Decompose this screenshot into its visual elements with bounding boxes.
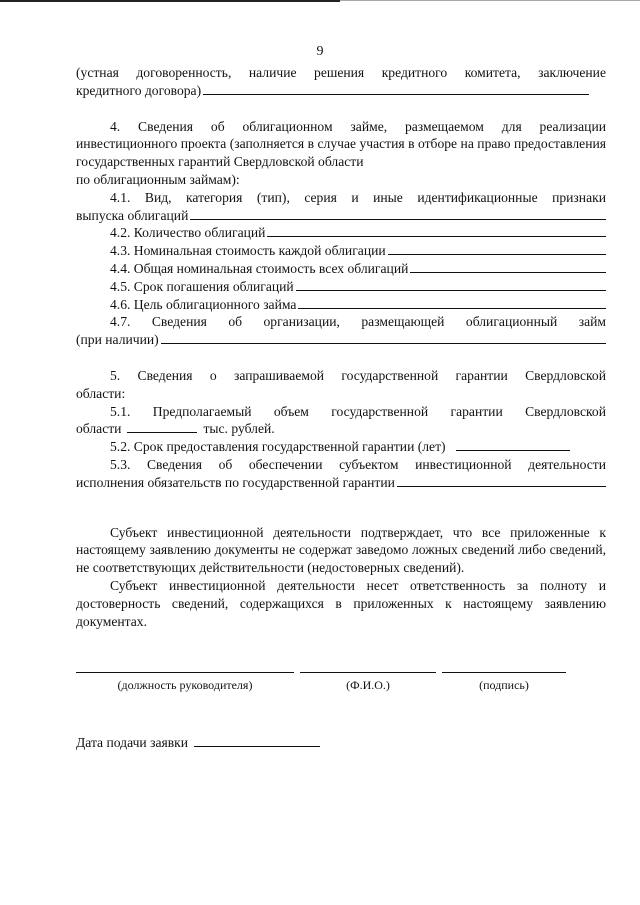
section-4-heading-cont: по облигационным займам):	[76, 171, 240, 187]
guarantee-term-field[interactable]	[456, 439, 570, 451]
bond-maturity-field[interactable]	[296, 279, 606, 291]
item-5-1-prefix: области	[76, 421, 122, 437]
item-4-7-text: 4.7. Сведения об организации, размещающей облигационный займ	[110, 314, 606, 330]
declaration-responsibility: Субъект инвестиционной деятельности несет ответственность за полноту и достоверность сведений, содержащихся в приложенных к настоящему заявлению документах.	[76, 577, 606, 629]
item-4-6-line	[76, 296, 606, 314]
submission-date-line	[76, 734, 606, 752]
credit-agreement-field[interactable]	[203, 83, 589, 95]
bonds-total-value-field[interactable]	[410, 261, 606, 273]
document-body	[76, 64, 606, 752]
guarantee-security-field[interactable]	[397, 475, 606, 487]
guarantee-amount-field[interactable]	[127, 421, 197, 433]
item-5-1-line	[76, 420, 606, 438]
submission-date-field[interactable]	[194, 735, 320, 747]
item-5-1-text: 5.1. Предполагаемый объем государственной гарантии Свердловской	[110, 403, 606, 419]
item-4-1-label: выпуска облигаций	[76, 207, 189, 223]
item-4-5-label: 4.5. Срок погашения облигаций	[110, 278, 294, 294]
intro-line-2-text: кредитного договора)	[76, 82, 202, 98]
item-4-7-label: (при наличии)	[76, 332, 159, 348]
bond-quantity-field[interactable]	[267, 225, 606, 237]
signature-label: (подпись)	[479, 678, 529, 693]
bond-nominal-value-field[interactable]	[388, 243, 606, 255]
item-4-7-line	[76, 331, 606, 349]
bond-placing-organization-field[interactable]	[161, 332, 606, 344]
bond-issue-attributes-field[interactable]	[190, 208, 606, 220]
section-4-heading: 4. Сведения об облигационном займе, размещаемом для реализации инвестиционного проекта (заполняется в случае участия в отборе на право предоставления государственных гарантий Свердловской области	[76, 118, 606, 170]
page-number: 9	[316, 44, 324, 59]
item-4-1-line	[76, 207, 606, 225]
signature-block	[76, 672, 606, 706]
section-5-heading: 5. Сведения о запрашиваемой государственной гарантии Свердловской	[110, 367, 606, 383]
item-4-3-line	[76, 242, 606, 260]
item-4-2-line	[76, 224, 606, 242]
item-4-2-label: 4.2. Количество облигаций	[110, 225, 266, 241]
item-4-5-line	[76, 278, 606, 296]
item-5-2-line	[76, 438, 606, 456]
item-4-4-line	[76, 260, 606, 278]
scan-edge-line	[0, 0, 340, 2]
position-label: (должность руководителя)	[117, 678, 253, 693]
submission-date-label: Дата подачи заявки	[76, 735, 189, 751]
item-4-6-label: 4.6. Цель облигационного займа	[110, 296, 297, 312]
bond-purpose-field[interactable]	[298, 297, 606, 309]
item-4-3-label: 4.3. Номинальная стоимость каждой облигации	[110, 243, 386, 259]
item-5-3-line	[76, 474, 606, 492]
position-signature-line[interactable]	[76, 672, 294, 673]
full-name-signature-line[interactable]	[300, 672, 436, 673]
intro-line-2	[76, 82, 606, 100]
intro-line-1: (устная договоренность, наличие решения кредитного комитета, заключение	[76, 65, 606, 80]
item-5-3-label: исполнения обязательств по государственной гарантии	[76, 474, 395, 490]
declaration-accuracy: Субъект инвестиционной деятельности подтверждает, что все приложенные к настоящему заявлению документы не содержат заведомо ложных сведений либо сведений, не соответствующих действительности (недостоверных сведений).	[76, 524, 606, 576]
section-5-heading-cont: области:	[76, 385, 126, 401]
item-4-1-text: 4.1. Вид, категория (тип), серия и иные идентификационные признаки	[110, 189, 606, 205]
item-5-1-suffix: тыс. рублей.	[203, 421, 275, 437]
item-5-3-text: 5.3. Сведения об обеспечении субъектом инвестиционной деятельности	[110, 456, 606, 472]
full-name-label: (Ф.И.О.)	[346, 678, 390, 693]
item-5-2-label: 5.2. Срок предоставления государственной гарантии (лет)	[110, 439, 446, 455]
signature-line[interactable]	[442, 672, 566, 673]
item-4-4-label: 4.4. Общая номинальная стоимость всех облигаций	[110, 260, 409, 276]
